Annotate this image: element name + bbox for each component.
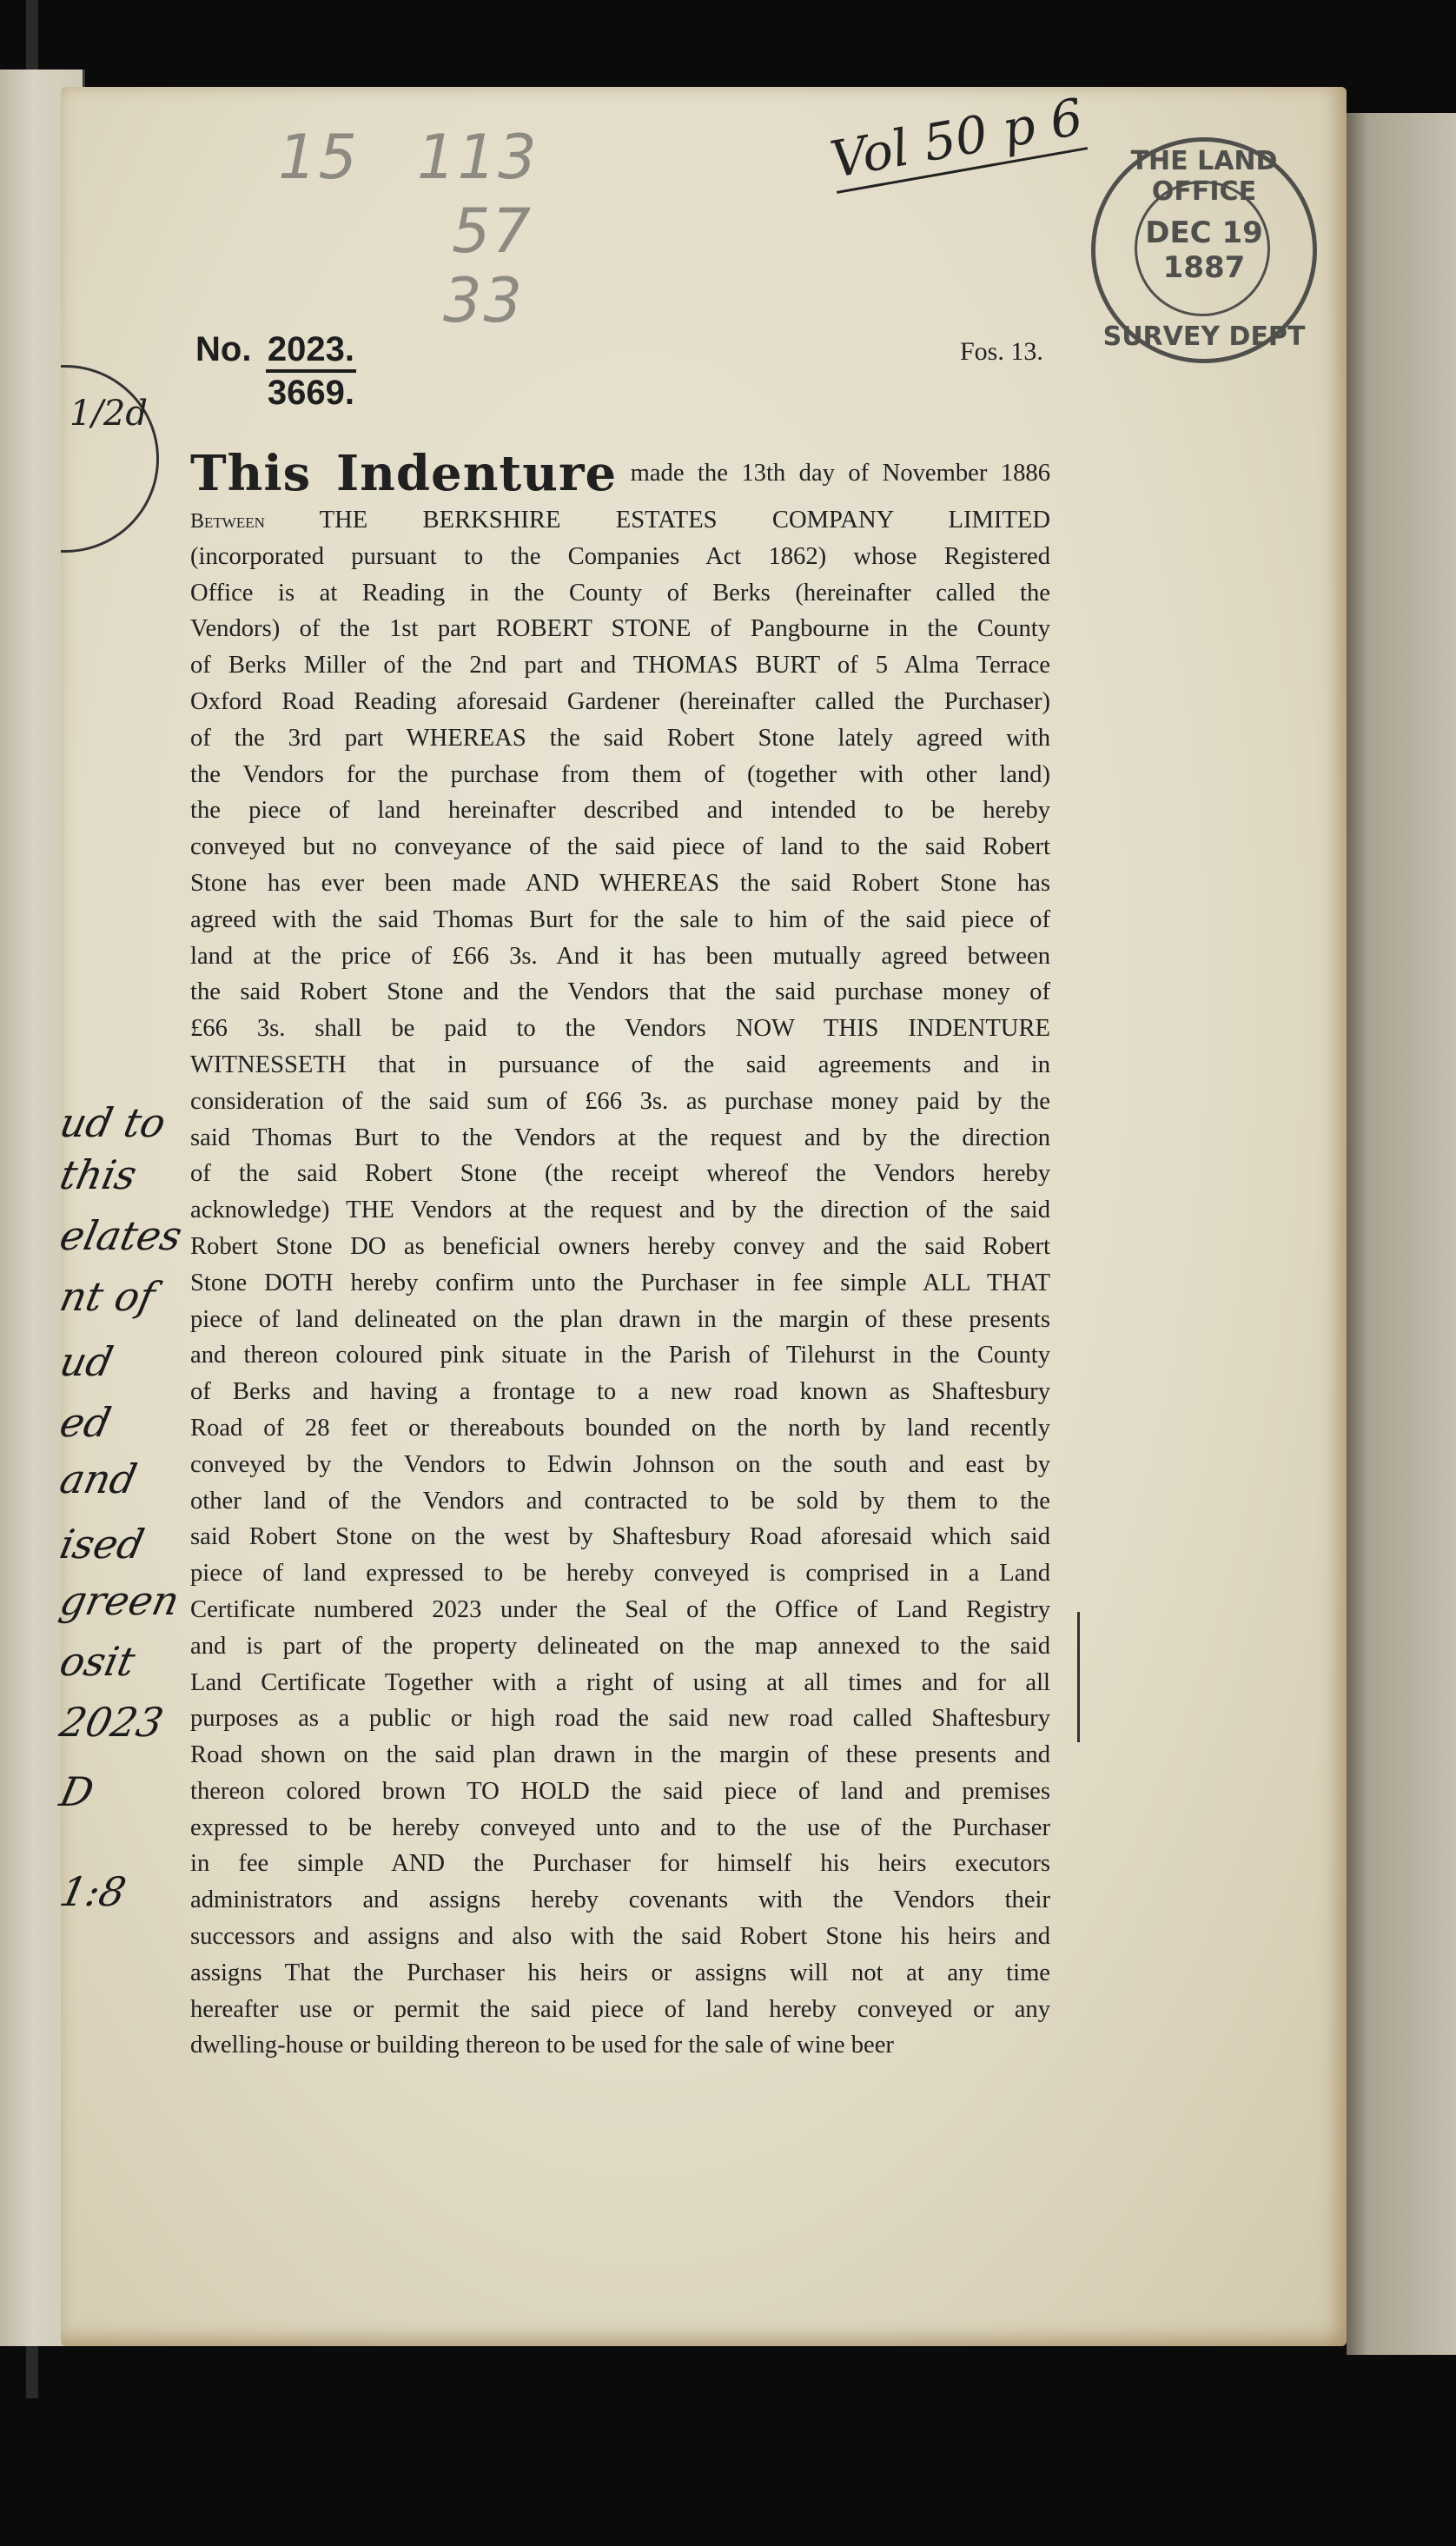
text-line: hereafter use or permit the said piece of land hereby conveyed or any <box>190 1995 1050 2023</box>
text-line: of the 3rd part WHEREAS the said Robert Stone lately agreed with <box>190 724 1050 752</box>
pencil-note: 113 <box>417 122 539 193</box>
margin-note: elates <box>56 1212 187 1259</box>
text-line: Road shown on the said plan drawn in the margin of these presents and <box>190 1741 1050 1769</box>
parties-line <box>190 502 1050 539</box>
text-line: conveyed by the Vendors to Edwin Johnson on the south and east by <box>190 1450 1050 1478</box>
text-line: land at the price of £66 3s. And it has been mutually agreed between <box>190 942 1050 970</box>
text-line: agreed with the said Thomas Burt for the sale to him of the said piece of <box>190 905 1050 933</box>
text-line: assigns That the Purchaser his heirs or assigns will not at any time <box>190 1959 1050 1986</box>
stamp-date: DEC 19 <box>1145 215 1263 250</box>
text-line: piece of land expressed to be hereby conveyed is comprised in a Land <box>190 1560 1050 1588</box>
text-line: the Vendors for the purchase from them of (together with other land) <box>190 760 1050 788</box>
text-line: dwelling-house or building thereon to be used for the sale of wine beer <box>190 2032 894 2059</box>
margin-note: ud to <box>56 1099 170 1146</box>
text-line: (incorporated pursuant to the Companies Act 1862) whose Registered <box>190 542 1050 570</box>
text-line: and is part of the property delineated on the map annexed to the said <box>190 1632 1050 1660</box>
underlying-page-edge <box>1347 113 1456 2355</box>
margin-note: green <box>56 1577 184 1624</box>
text-line: Stone DOTH hereby confirm unto the Purchaser in fee simple ALL THAT <box>190 1269 1050 1296</box>
text-line: said Robert Stone on the west by Shaftesbury Road aforesaid which said <box>190 1523 1050 1551</box>
text-line: conveyed but no conveyance of the said piece of land to the said Robert <box>190 833 1050 861</box>
text-line: Stone has ever been made AND WHEREAS the said Robert Stone has <box>190 869 1050 897</box>
indenture-text <box>190 445 1050 2064</box>
margin-note: this <box>56 1151 142 1198</box>
pencil-note: 57 <box>452 196 533 267</box>
document-number <box>195 330 356 413</box>
text-line: piece of land delineated on the plan drawn in the margin of these presents <box>190 1305 1050 1333</box>
text-line: said Thomas Burt to the Vendors at the request and by the direction <box>190 1124 1050 1151</box>
text-line: Vendors) of the 1st part ROBERT STONE of Pangbourne in the County <box>190 615 1050 643</box>
circled-note-text: 1/2d <box>69 394 148 434</box>
text-line: acknowledge) THE Vendors at the request and by the direction of the said <box>190 1197 1050 1224</box>
text-line: in fee simple AND the Purchaser for himself his heirs executors <box>190 1850 1050 1878</box>
text-line: administrators and assigns hereby covenants with the Vendors their <box>190 1886 1050 1914</box>
title-line <box>190 445 1050 502</box>
margin-note: 2023 <box>56 1699 168 1746</box>
text-line: thereon colored brown TO HOLD the said piece of land and premises <box>190 1777 1050 1805</box>
margin-note: ud <box>56 1338 117 1385</box>
text-line: Oxford Road Reading aforesaid Gardener (hereinafter called the Purchaser) <box>190 687 1050 715</box>
text-line: of Berks and having a frontage to a new road known as Shaftesbury <box>190 1378 1050 1406</box>
text-line: purposes as a public or high road the said new road called Shaftesbury <box>190 1705 1050 1733</box>
text-line: the said Robert Stone and the Vendors that the said purchase money of <box>190 978 1050 1006</box>
text-line: of Berks Miller of the 2nd part and THOMAS BURT of 5 Alma Terrace <box>190 652 1050 680</box>
number-value: 2023. <box>266 330 356 373</box>
number-fraction <box>266 330 356 413</box>
number-denominator: 3669. <box>267 374 354 412</box>
margin-note: ised <box>56 1521 149 1568</box>
text-line: made the 13th day of November 1886 <box>630 460 1051 487</box>
text-line: consideration of the said sum of £66 3s. as purchase money paid by the <box>190 1087 1050 1115</box>
text-line: £66 3s. shall be paid to the Vendors NOW THIS INDENTURE <box>190 1015 1050 1043</box>
folios-count: Fos. 13. <box>960 337 1043 366</box>
text-line: other land of the Vendors and contracted to be sold by them to the <box>190 1487 1050 1515</box>
text-line: WITNESSETH that in pursuance of the said agreements and in <box>190 1051 1050 1078</box>
text-line: of the said Robert Stone (the receipt whereof the Vendors hereby <box>190 1160 1050 1188</box>
text-line: Land Certificate Together with a right of using at all times and for all <box>190 1668 1050 1696</box>
margin-note: and <box>56 1455 142 1502</box>
margin-rule <box>1077 1612 1080 1742</box>
text-line: Road of 28 feet or thereabouts bounded on the north by land recently <box>190 1414 1050 1442</box>
text-line: expressed to be hereby conveyed unto and to the use of the Purchaser <box>190 1813 1050 1841</box>
stamp-year: 1887 <box>1162 250 1246 285</box>
between-label: Between <box>190 510 265 533</box>
text-line: and thereon coloured pink situate in the Parish of Tilehurst in the County <box>190 1342 1050 1369</box>
land-office-stamp <box>1091 137 1317 363</box>
pencil-note: 15 <box>278 122 360 193</box>
stamp-dept-text: SURVEY DEPT <box>1102 322 1306 352</box>
stamp-office-text: THE LAND OFFICE <box>1130 146 1278 207</box>
pencil-note: 33 <box>443 265 525 336</box>
text-line: Office is at Reading in the County of Berks (hereinafter called the <box>190 579 1050 607</box>
margin-note: ed <box>56 1399 116 1446</box>
number-label: No. <box>195 330 252 368</box>
indenture-heading: This Indenture <box>190 445 618 502</box>
margin-note: nt of <box>56 1273 160 1320</box>
text-line: Robert Stone DO as beneficial owners hereby convey and the said Robert <box>190 1232 1050 1260</box>
margin-note: osit <box>56 1638 140 1685</box>
text-line: Certificate numbered 2023 under the Seal of the Office of Land Registry <box>190 1595 1050 1623</box>
text-line: the piece of land hereinafter described and intended to be hereby <box>190 797 1050 825</box>
margin-note: D <box>56 1768 98 1815</box>
text-line: successors and assigns and also with the said Robert Stone his heirs and <box>190 1923 1050 1951</box>
text-line: THE BERKSHIRE ESTATES COMPANY LIMITED <box>319 507 1051 534</box>
reference-note: Vol 50 p 6 <box>826 87 1088 194</box>
margin-note: 1:8 <box>56 1868 130 1915</box>
